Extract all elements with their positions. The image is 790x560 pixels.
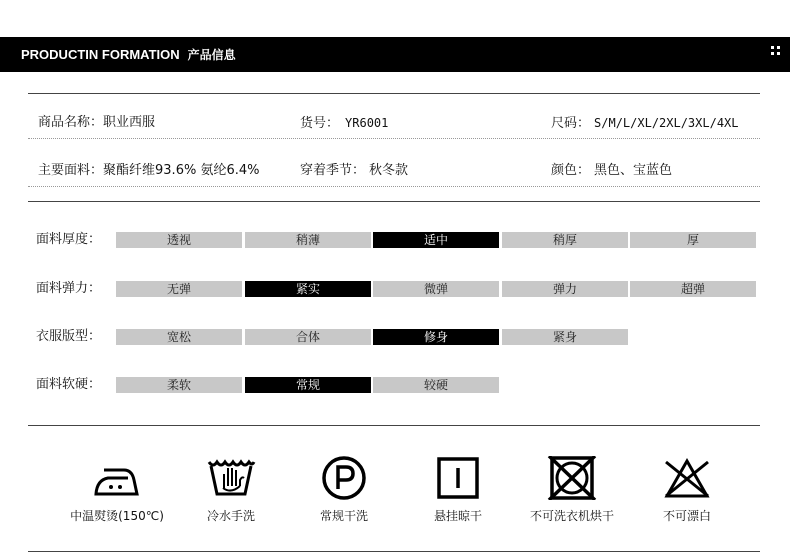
- scale-label: 面料厚度：: [36, 232, 102, 247]
- section-header: [0, 37, 790, 72]
- scale-label: 面料弹力：: [36, 281, 102, 296]
- care-item-hand-wash: [171, 456, 291, 528]
- hand-wash-icon: [206, 456, 256, 500]
- scale-option: 超弹: [630, 281, 756, 297]
- info-row-divider: [28, 186, 760, 187]
- care-label: 常规干洗: [319, 509, 368, 523]
- care-item-no-tumble-dry: [512, 456, 632, 528]
- hang-dry-icon: [433, 456, 483, 500]
- scale-option: 合体: [245, 329, 371, 345]
- info-label: 颜色：: [551, 163, 591, 178]
- info-product-name: [38, 115, 155, 131]
- care-label: 中温熨烫(150℃): [70, 509, 164, 523]
- info-top-rule: [28, 93, 760, 94]
- care-label: 悬挂晾干: [433, 509, 482, 523]
- dry-clean-p-icon: [319, 456, 369, 500]
- info-label: 尺码：: [551, 116, 591, 131]
- section-title-en: PRODUCTIN FORMATION: [21, 47, 180, 62]
- info-label: 主要面料：: [38, 163, 104, 178]
- info-season: [300, 163, 408, 179]
- info-row-divider: [28, 138, 760, 139]
- care-top-rule: [28, 425, 760, 426]
- iron-medium-icon: [92, 456, 142, 500]
- scale-option: 弹力: [502, 281, 628, 297]
- info-label: 货号：: [300, 116, 340, 131]
- section-title-cn: 产品信息: [187, 48, 236, 62]
- scale-option: 紧身: [502, 329, 628, 345]
- care-bottom-rule: [28, 551, 760, 552]
- scale-option-selected: 修身: [373, 329, 499, 345]
- info-bottom-rule: [28, 201, 760, 202]
- no-bleach-icon: [662, 456, 712, 500]
- scale-option: 透视: [116, 232, 242, 248]
- info-value: 黑色、宝蓝色: [594, 163, 673, 178]
- info-value: 职业西服: [103, 115, 156, 130]
- care-label: 不可洗衣机烘干: [529, 509, 614, 523]
- scale-option: 厚: [630, 232, 756, 248]
- scale-option-selected: 常规: [245, 377, 371, 393]
- scale-option: 较硬: [373, 377, 499, 393]
- info-label: 穿着季节：: [300, 163, 366, 178]
- no-tumble-dry-icon: [547, 456, 597, 500]
- info-item-number: [300, 115, 388, 132]
- info-label: 商品名称：: [38, 115, 104, 130]
- info-size: [551, 115, 739, 132]
- care-item-dry-clean: [284, 456, 404, 528]
- scale-option-selected: 紧实: [245, 281, 371, 297]
- info-main-fabric: [38, 163, 259, 179]
- care-item-iron: [57, 456, 177, 528]
- care-label: 冷水手洗: [206, 509, 255, 523]
- care-item-hang-dry: [398, 456, 518, 528]
- care-item-no-bleach: [627, 456, 747, 528]
- scale-option: 宽松: [116, 329, 242, 345]
- care-label: 不可漂白: [662, 509, 711, 523]
- info-color: [551, 163, 672, 179]
- scale-option: 无弹: [116, 281, 242, 297]
- section-title: [21, 37, 236, 73]
- info-value: 秋冬款: [369, 163, 409, 178]
- grid-dots-icon: [771, 46, 780, 55]
- scale-option: 稍厚: [502, 232, 628, 248]
- scale-option-selected: 适中: [373, 232, 499, 248]
- info-value: YR6001: [345, 116, 389, 130]
- scale-option: 微弹: [373, 281, 499, 297]
- info-value: S/M/L/XL/2XL/3XL/4XL: [594, 116, 739, 130]
- scale-option: 稍薄: [245, 232, 371, 248]
- scale-option: 柔软: [116, 377, 242, 393]
- scale-label: 衣服版型：: [36, 329, 102, 344]
- scale-label: 面料软硬：: [36, 377, 102, 392]
- info-value: 聚酯纤维93.6% 氨纶6.4%: [103, 163, 260, 178]
